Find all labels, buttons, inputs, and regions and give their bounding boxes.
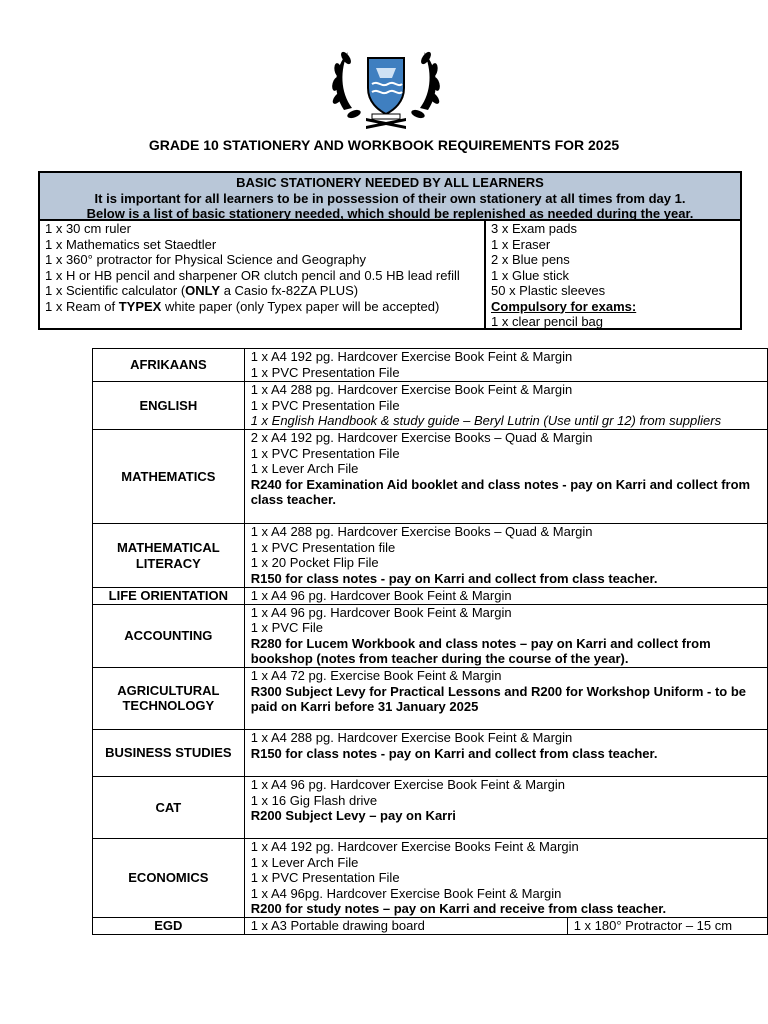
list-item: 2 x Blue pens bbox=[491, 252, 570, 267]
item: R150 for class notes - pay on Karri and collect from class teacher. bbox=[250, 745, 658, 761]
item: 1 x PVC Presentation File bbox=[250, 870, 400, 886]
table-row bbox=[93, 667, 768, 729]
calculator-text: 1 x Scientific calculator ( bbox=[45, 283, 186, 298]
item: 1 x A4 192 pg. Hardcover Exercise Books Feint & Margin bbox=[250, 838, 579, 854]
subject-name: ECONOMICS bbox=[93, 838, 245, 917]
table-row bbox=[93, 604, 768, 667]
ream-text: 1 x Ream of bbox=[45, 298, 119, 314]
basic-list-left bbox=[40, 221, 486, 328]
item: 1 x A4 96 pg. Hardcover Book Feint & Margin bbox=[250, 588, 512, 603]
subject-items bbox=[244, 349, 767, 382]
list-item: 3 x Exam pads bbox=[491, 221, 577, 236]
item: 1 x A4 288 pg. Hardcover Exercise Book Feint & Margin bbox=[250, 382, 573, 397]
item: R280 for Lucem Workbook and class notes – pay on Karri and collect from bookshop (notes from teacher during the course of the year). bbox=[250, 635, 711, 667]
table-row bbox=[93, 838, 768, 917]
item: R150 for class notes - pay on Karri and collect from class teacher. bbox=[250, 570, 658, 586]
item: R240 for Examination Aid booklet and class notes - pay on Karri and collect from class teacher. bbox=[250, 476, 751, 508]
subject-name: AFRIKAANS bbox=[93, 349, 245, 382]
item: 1 x 180° Protractor – 15 cm bbox=[573, 917, 733, 933]
table-row bbox=[93, 430, 768, 524]
item: 1 x A4 288 pg. Hardcover Exercise Book Feint & Margin bbox=[250, 729, 573, 745]
item: 1 x Lever Arch File bbox=[250, 461, 359, 477]
shield-icon bbox=[368, 58, 404, 119]
list-item: 1 x 360° protractor for Physical Science and Geography bbox=[45, 252, 366, 267]
subject-items bbox=[244, 430, 767, 524]
list-item: 1 x Eraser bbox=[491, 236, 551, 252]
table-row bbox=[93, 917, 768, 934]
subject-name: AGRICULTURAL TECHNOLOGY bbox=[93, 667, 245, 729]
subject-items bbox=[244, 917, 767, 934]
calculator-model: a Casio fx-82ZA PLUS) bbox=[220, 283, 359, 298]
subject-items bbox=[244, 667, 767, 729]
item: 1 x A4 96 pg. Hardcover Exercise Book Feint & Margin bbox=[250, 776, 566, 792]
table-row bbox=[93, 588, 768, 605]
item: 1 x Lever Arch File bbox=[250, 854, 359, 870]
item: 1 x A4 96pg. Hardcover Exercise Book Feint & Margin bbox=[250, 885, 562, 901]
calculator-only: ONLY bbox=[185, 283, 221, 298]
list-item: 1 x Glue stick bbox=[491, 267, 570, 283]
compulsory-exams-heading: Compulsory for exams: bbox=[491, 298, 637, 314]
list-item bbox=[45, 299, 484, 315]
item: 1 x A4 192 pg. Hardcover Exercise Book Feint & Margin bbox=[250, 349, 573, 364]
item: 1 x English Handbook & study guide – Beryl Lutrin (Use until gr 12) from suppliers bbox=[250, 413, 722, 429]
item: 1 x PVC Presentation File bbox=[250, 397, 400, 413]
item: 1 x A4 288 pg. Hardcover Exercise Books – Quad & Margin bbox=[250, 524, 593, 539]
school-crest-logo bbox=[326, 40, 446, 134]
item: R200 for study notes – pay on Karri and receive from class teacher. bbox=[250, 901, 667, 917]
page-title: GRADE 10 STATIONERY AND WORKBOOK REQUIREMENTS FOR 2025 bbox=[148, 137, 620, 153]
list-item: 1 x clear pencil bag bbox=[491, 314, 604, 329]
basic-stationery-header bbox=[40, 173, 740, 221]
basic-stationery-box bbox=[38, 171, 742, 330]
subject-name: ACCOUNTING bbox=[93, 604, 245, 667]
subject-name: CAT bbox=[93, 776, 245, 838]
subject-name: BUSINESS STUDIES bbox=[93, 729, 245, 776]
item: 2 x A4 192 pg. Hardcover Exercise Books – Quad & Margin bbox=[250, 430, 593, 445]
item: 1 x PVC Presentation File bbox=[250, 445, 400, 461]
subject-items bbox=[244, 604, 767, 667]
item: 1 x PVC Presentation file bbox=[250, 539, 396, 555]
subject-name: MATHEMATICAL LITERACY bbox=[93, 524, 245, 588]
ream-brand: TYPEX bbox=[118, 298, 162, 314]
list-item: 1 x Mathematics set Staedtler bbox=[45, 236, 217, 252]
item: 1 x PVC File bbox=[250, 620, 323, 636]
ream-note: white paper (only Typex paper will be accepted) bbox=[161, 298, 440, 314]
item: 1 x A4 96 pg. Hardcover Book Feint & Margin bbox=[250, 604, 512, 620]
subject-items bbox=[244, 588, 767, 605]
list-item: 50 x Plastic sleeves bbox=[491, 283, 606, 298]
item: 1 x 16 Gig Flash drive bbox=[250, 792, 378, 808]
subject-name: EGD bbox=[93, 917, 245, 934]
list-item bbox=[45, 283, 484, 299]
basic-stationery-heading: BASIC STATIONERY NEEDED BY ALL LEARNERS bbox=[236, 175, 544, 190]
subject-items bbox=[244, 729, 767, 776]
subject-requirements-table bbox=[92, 348, 768, 935]
item: 1 x A4 72 pg. Exercise Book Feint & Margin bbox=[250, 667, 502, 683]
item: 1 x A3 Portable drawing board bbox=[251, 918, 568, 934]
item: R300 Subject Levy for Practical Lessons and R200 for Workshop Uniform - to be paid on Karri before 31 January 2025 bbox=[250, 683, 747, 715]
subject-name: MATHEMATICS bbox=[93, 430, 245, 524]
basic-intro-line-1: It is important for all learners to be in possession of their own stationery at all times from day 1. bbox=[94, 190, 686, 206]
list-item: 1 x 30 cm ruler bbox=[45, 221, 131, 236]
subject-name: ENGLISH bbox=[93, 382, 245, 430]
subject-items bbox=[244, 776, 767, 838]
item: 1 x 20 Pocket Flip File bbox=[250, 555, 379, 571]
subject-items bbox=[244, 838, 767, 917]
subject-items bbox=[244, 382, 767, 430]
basic-intro-line-2: Below is a list of basic stationery needed, which should be replenished as needed during the year. bbox=[86, 206, 694, 221]
table-row bbox=[93, 382, 768, 430]
table-row bbox=[93, 729, 768, 776]
basic-stationery-list bbox=[40, 221, 740, 328]
subject-name: LIFE ORIENTATION bbox=[93, 588, 245, 605]
subject-items bbox=[244, 524, 767, 588]
egd-items bbox=[251, 918, 767, 934]
table-row bbox=[93, 776, 768, 838]
basic-list-right bbox=[486, 221, 740, 328]
table-row bbox=[93, 524, 768, 588]
table-row bbox=[93, 349, 768, 382]
item: 1 x PVC Presentation File bbox=[250, 364, 400, 380]
item: R200 Subject Levy – pay on Karri bbox=[250, 808, 456, 824]
list-item: 1 x H or HB pencil and sharpener OR clutch pencil and 0.5 HB lead refill bbox=[45, 267, 460, 283]
